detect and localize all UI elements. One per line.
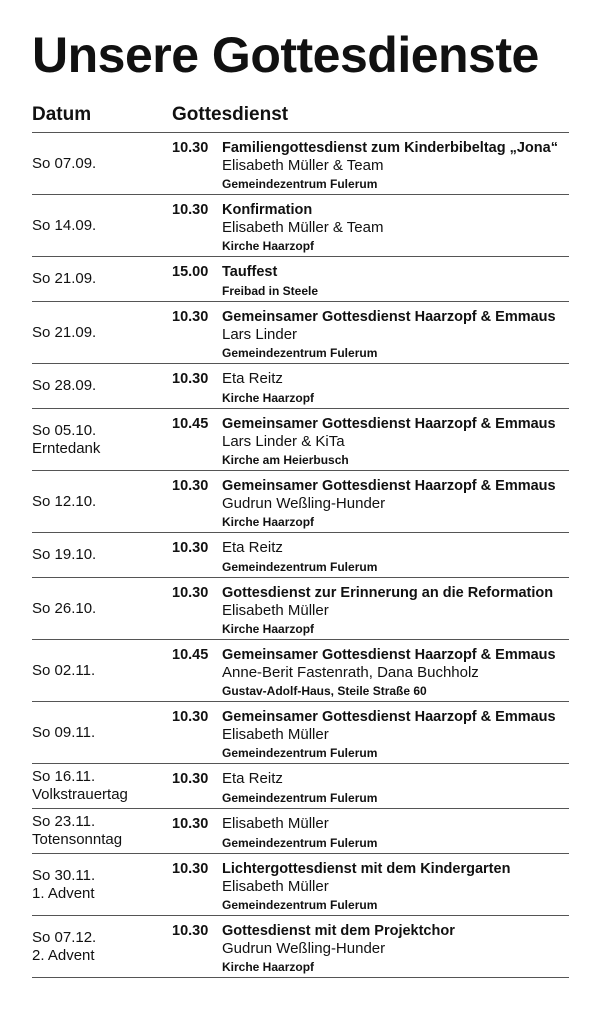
service-time: 10.30 (172, 202, 209, 218)
service-location: Kirche Haarzopf (222, 391, 315, 405)
service-time: 10.30 (172, 771, 209, 787)
service-title: Gemeinsamer Gottesdienst Haarzopf & Emmaus (222, 647, 556, 663)
date-label: So 26.10. (32, 599, 97, 617)
service-leader: Elisabeth Müller & Team (222, 157, 384, 174)
service-time: 10.45 (172, 647, 209, 663)
service-leader: Elisabeth Müller (222, 602, 329, 619)
service-leader: Anne-Berit Fastenrath, Dana Buchholz (222, 664, 479, 681)
service-time: 10.30 (172, 816, 209, 832)
table-row (32, 640, 569, 702)
table-header (32, 104, 569, 128)
occasion-label: Totensonntag (32, 831, 123, 848)
service-details (222, 646, 569, 699)
date-label: So 07.09. (32, 154, 97, 172)
service-leader: Lars Linder & KiTa (222, 433, 345, 450)
service-location: Gemeindezentrum Fulerum (222, 791, 378, 805)
service-title: Eta Reitz (222, 770, 283, 787)
service-location: Kirche am Heierbusch (222, 453, 349, 467)
service-date (32, 377, 96, 395)
service-title: Familiengottesdienst zum Kinderbibeltag „Jona“ (222, 140, 558, 156)
occasion-label: Volkstrauertag (32, 786, 128, 803)
date-label: So 07.12. (32, 928, 97, 946)
table-row (32, 302, 569, 364)
service-date (32, 546, 96, 564)
service-title: Eta Reitz (222, 539, 283, 556)
service-leader: Lars Linder (222, 326, 298, 343)
service-title: Eta Reitz (222, 370, 283, 387)
service-date (32, 662, 95, 680)
service-time: 10.30 (172, 309, 209, 325)
occasion-label: 1. Advent (32, 884, 95, 902)
service-leader: Elisabeth Müller & Team (222, 219, 384, 236)
service-time: 10.30 (172, 923, 209, 939)
date-label: So 14.09. (32, 216, 97, 234)
date-label: So 02.11. (32, 661, 96, 679)
table-row (32, 471, 569, 533)
service-date (32, 929, 96, 965)
date-label: So 28.09. (32, 377, 97, 394)
service-leader: Elisabeth Müller (222, 878, 329, 895)
service-date (32, 493, 96, 511)
service-date (32, 324, 96, 342)
service-time: 10.30 (172, 371, 209, 387)
service-title: Gottesdienst mit dem Projektchor (222, 923, 455, 939)
date-label: So 30.11. (32, 866, 96, 884)
service-details (222, 770, 569, 806)
service-details (222, 201, 569, 254)
occasion-label: Erntedank (32, 439, 101, 457)
service-time: 10.30 (172, 140, 209, 156)
service-location: Gemeindezentrum Fulerum (222, 898, 378, 912)
table-row (32, 809, 569, 854)
table-row (32, 133, 569, 195)
service-title: Gemeinsamer Gottesdienst Haarzopf & Emmaus (222, 478, 556, 494)
table-row (32, 764, 569, 809)
service-date (32, 867, 95, 903)
service-date (32, 724, 95, 742)
table-row (32, 195, 569, 257)
service-location: Gemeindezentrum Fulerum (222, 346, 378, 360)
date-label: So 21.09. (32, 270, 97, 287)
table-row (32, 916, 569, 978)
date-label: So 12.10. (32, 492, 97, 510)
service-details (222, 584, 569, 637)
service-time: 15.00 (172, 264, 209, 280)
table-row (32, 257, 569, 302)
table-row (32, 409, 569, 471)
service-title: Gemeinsamer Gottesdienst Haarzopf & Emmaus (222, 309, 556, 325)
service-title: Gemeinsamer Gottesdienst Haarzopf & Emmaus (222, 709, 556, 725)
service-leader: Gudrun Weßling-Hunder (222, 495, 386, 512)
service-date (32, 217, 96, 235)
service-time: 10.30 (172, 540, 209, 556)
service-time: 10.30 (172, 478, 209, 494)
service-leader: Elisabeth Müller (222, 726, 329, 743)
service-date (32, 813, 122, 849)
date-label: So 19.10. (32, 546, 97, 563)
date-label: So 23.11. (32, 813, 96, 830)
date-label: So 16.11. (32, 768, 96, 785)
service-title: Konfirmation (222, 202, 313, 218)
service-title: Gemeinsamer Gottesdienst Haarzopf & Emmaus (222, 416, 556, 432)
service-date (32, 155, 96, 173)
service-time: 10.30 (172, 709, 209, 725)
service-details (222, 860, 569, 913)
service-details (222, 139, 569, 192)
service-title: Gottesdienst zur Erinnerung an die Reformation (222, 585, 554, 601)
date-label: So 09.11. (32, 723, 96, 741)
service-leader: Gudrun Weßling-Hunder (222, 940, 386, 957)
service-time: 10.30 (172, 861, 209, 877)
table-row (32, 533, 569, 578)
service-date (32, 600, 96, 618)
occasion-label: 2. Advent (32, 946, 95, 964)
service-time: 10.30 (172, 585, 209, 601)
service-details (222, 922, 569, 975)
service-location: Gustav-Adolf-Haus, Steile Straße 60 (222, 684, 427, 698)
date-label: So 21.09. (32, 323, 97, 341)
table-row (32, 578, 569, 640)
service-details (222, 370, 569, 406)
service-details (222, 415, 569, 468)
service-date (32, 270, 96, 288)
service-details (222, 477, 569, 530)
service-details (222, 263, 569, 299)
service-location: Kirche Haarzopf (222, 515, 315, 529)
page-title: Unsere Gottesdienste (32, 27, 539, 83)
service-details (222, 308, 569, 361)
service-location: Kirche Haarzopf (222, 960, 315, 974)
service-details (222, 815, 569, 851)
table-row (32, 702, 569, 764)
table-row (32, 854, 569, 916)
service-details (222, 539, 569, 575)
service-location: Kirche Haarzopf (222, 622, 315, 636)
service-title: Lichtergottesdienst mit dem Kindergarten (222, 861, 511, 877)
table-row (32, 364, 569, 409)
service-location: Gemeindezentrum Fulerum (222, 177, 378, 191)
service-date (32, 768, 128, 804)
services-table (32, 132, 569, 978)
service-title: Tauffest (222, 264, 278, 280)
column-header-date: Datum (32, 104, 92, 125)
service-location: Kirche Haarzopf (222, 239, 315, 253)
service-details (222, 708, 569, 761)
service-date (32, 422, 100, 458)
service-title: Elisabeth Müller (222, 815, 329, 832)
service-location: Gemeindezentrum Fulerum (222, 560, 378, 574)
date-label: So 05.10. (32, 421, 97, 439)
service-location: Gemeindezentrum Fulerum (222, 836, 378, 850)
column-header-service: Gottesdienst (172, 104, 289, 125)
service-location: Freibad in Steele (222, 284, 319, 298)
service-time: 10.45 (172, 416, 209, 432)
service-location: Gemeindezentrum Fulerum (222, 746, 378, 760)
